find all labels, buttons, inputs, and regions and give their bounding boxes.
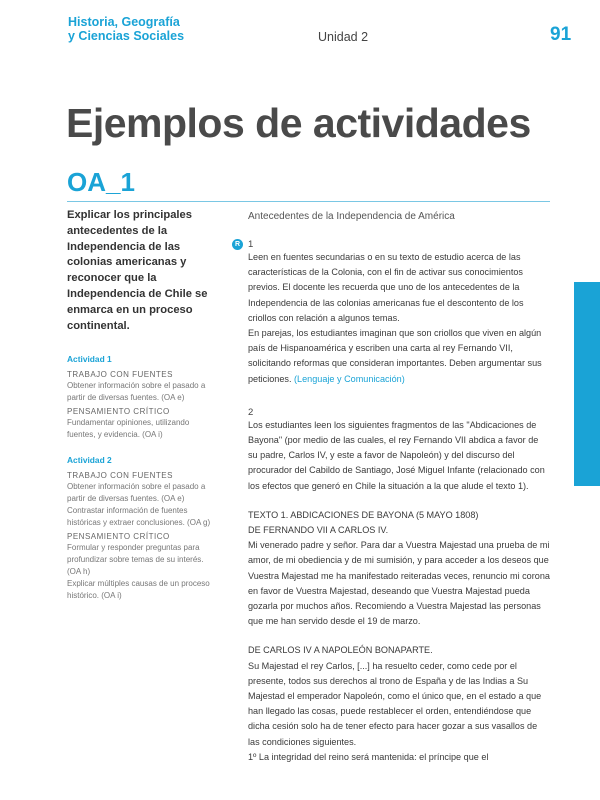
item2-number: 2 [248, 406, 254, 418]
item1-text2 [248, 326, 550, 387]
text2-body2: 1º La integridad del reino será mantenida: el príncipe que el [248, 751, 489, 762]
item2-marker [248, 407, 550, 418]
item1-text: Leen en fuentes secundarias o en su texto de estudio acerca de las características de la Colonia, con el fin de activar sus conocimientos previos. El docente les recuerda que uno de los antecedentes de la Independencia de las colonias americanas fue el descontento de los criollos con relación a algunos temas. [248, 252, 524, 323]
activity1-skill2-text: Fundamentar opiniones, utilizando fuentes, y evidencia. (OA i) [67, 418, 190, 440]
header-subject-line1: Historia, Geografía [68, 15, 180, 29]
activity2-title: Actividad 2 [67, 455, 112, 466]
item1-link[interactable]: (Lenguaje y Comunicación) [294, 373, 405, 384]
side-tab [574, 282, 600, 486]
text1-title: TEXTO 1. ABDICACIONES DE BAYONA (5 MAYO 1808) [248, 509, 479, 520]
activity2-skill2-title: PENSAMIENTO CRÍTICO [67, 532, 170, 542]
badge-r-icon: R [232, 239, 243, 250]
activity2-skill2-text: Formular y responder preguntas para profundizar sobre temas de su interés. (OA h) [67, 543, 204, 577]
header-subject [68, 15, 184, 43]
header-unit: Unidad 2 [318, 30, 369, 44]
activity1-title: Actividad 1 [67, 354, 112, 365]
item1-marker [234, 239, 550, 250]
oa-divider [67, 201, 550, 202]
text1-body: Mi venerado padre y señor. Para dar a Vuestra Majestad una prueba de mi amor, de mi obediencia y de mi sumisión, y para acceder a los deseos que Vuestra Majestad me ha manifestado reiteradas veces, renuncio mi corona en favor de Vuestra Majestad, deseando que Vuestra Majestad pueda gozarla por muchos años. Recomiendo a Vuestra Majestad las personas que me han servido desde el 19 de marzo. [248, 540, 550, 627]
header-subject-line2: y Ciencias Sociales [68, 29, 185, 43]
page-title: Ejemplos de actividades [66, 100, 531, 146]
text1-subtitle: DE FERNANDO VII A CARLOS IV. [248, 525, 389, 536]
item2-text: Los estudiantes leen los siguientes fragmentos de las "Abdicaciones de Bayona" (por medio de las cuales, el rey Fernando VII abdica a favor de su padre, Carlos IV, y este a favor de Napoleón) y del discurso del procurador del Cabildo de Santiago, José Miguel Infante (relacionado con los efectos que generó en Chile la situación a la que alude el texto 1). [248, 419, 545, 491]
text2-subtitle: DE CARLOS IV A NAPOLEÓN BONAPARTE. [248, 645, 433, 656]
page-number: 91 [550, 24, 572, 45]
right-column [234, 211, 550, 765]
item1-number: 1 [248, 239, 254, 250]
activity2-skill1-title: TRABAJO CON FUENTES [67, 471, 173, 481]
activity1-skill1-text: Obtener información sobre el pasado a partir de diversas fuentes. (OA e) [67, 381, 206, 403]
text2-body: Su Majestad el rey Carlos, [...] ha resuelto ceder, como cede por el presente, todos sus derechos al trono de España y de las Indias a Su Majestad el emperador Napoleón, como el único que, en el estado a que han llegado las cosas, puede restablecer el orden, entendiéndose que dicha cesión solo ha de tener efecto para hacer gozar a sus vasallos de las condiciones siguientes. [248, 660, 542, 747]
activity2-skill1-text2: Contrastar información de fuentes históricas y extraer conclusiones. (OA g) [67, 506, 211, 528]
left-column [67, 208, 217, 602]
item1-text2-body: En parejas, los estudiantes imaginan que son criollos que viven en algún país de Hispanoamérica y escriben una carta al rey Fernando VII, solicitando reformas que consideran importantes. Deben argumentar sus peticiones. [248, 328, 542, 384]
activity1-skill2-title: PENSAMIENTO CRÍTICO [67, 407, 170, 417]
activity2-skill2-text2: Explicar múltiples causas de un proceso histórico. (OA i) [67, 579, 210, 601]
learning-objective: Explicar los principales antecedentes de la Independencia de las colonias americanas y reconocer que la Independencia de Chile se enmarca en un proceso continental. [67, 209, 208, 332]
activity1-skill1-title: TRABAJO CON FUENTES [67, 370, 173, 380]
oa-heading: OA_1 [67, 167, 135, 197]
activity2-skill1-text: Obtener información sobre el pasado a partir de diversas fuentes. (OA e) [67, 482, 206, 504]
block-title: Antecedentes de la Independencia de América [248, 211, 455, 222]
